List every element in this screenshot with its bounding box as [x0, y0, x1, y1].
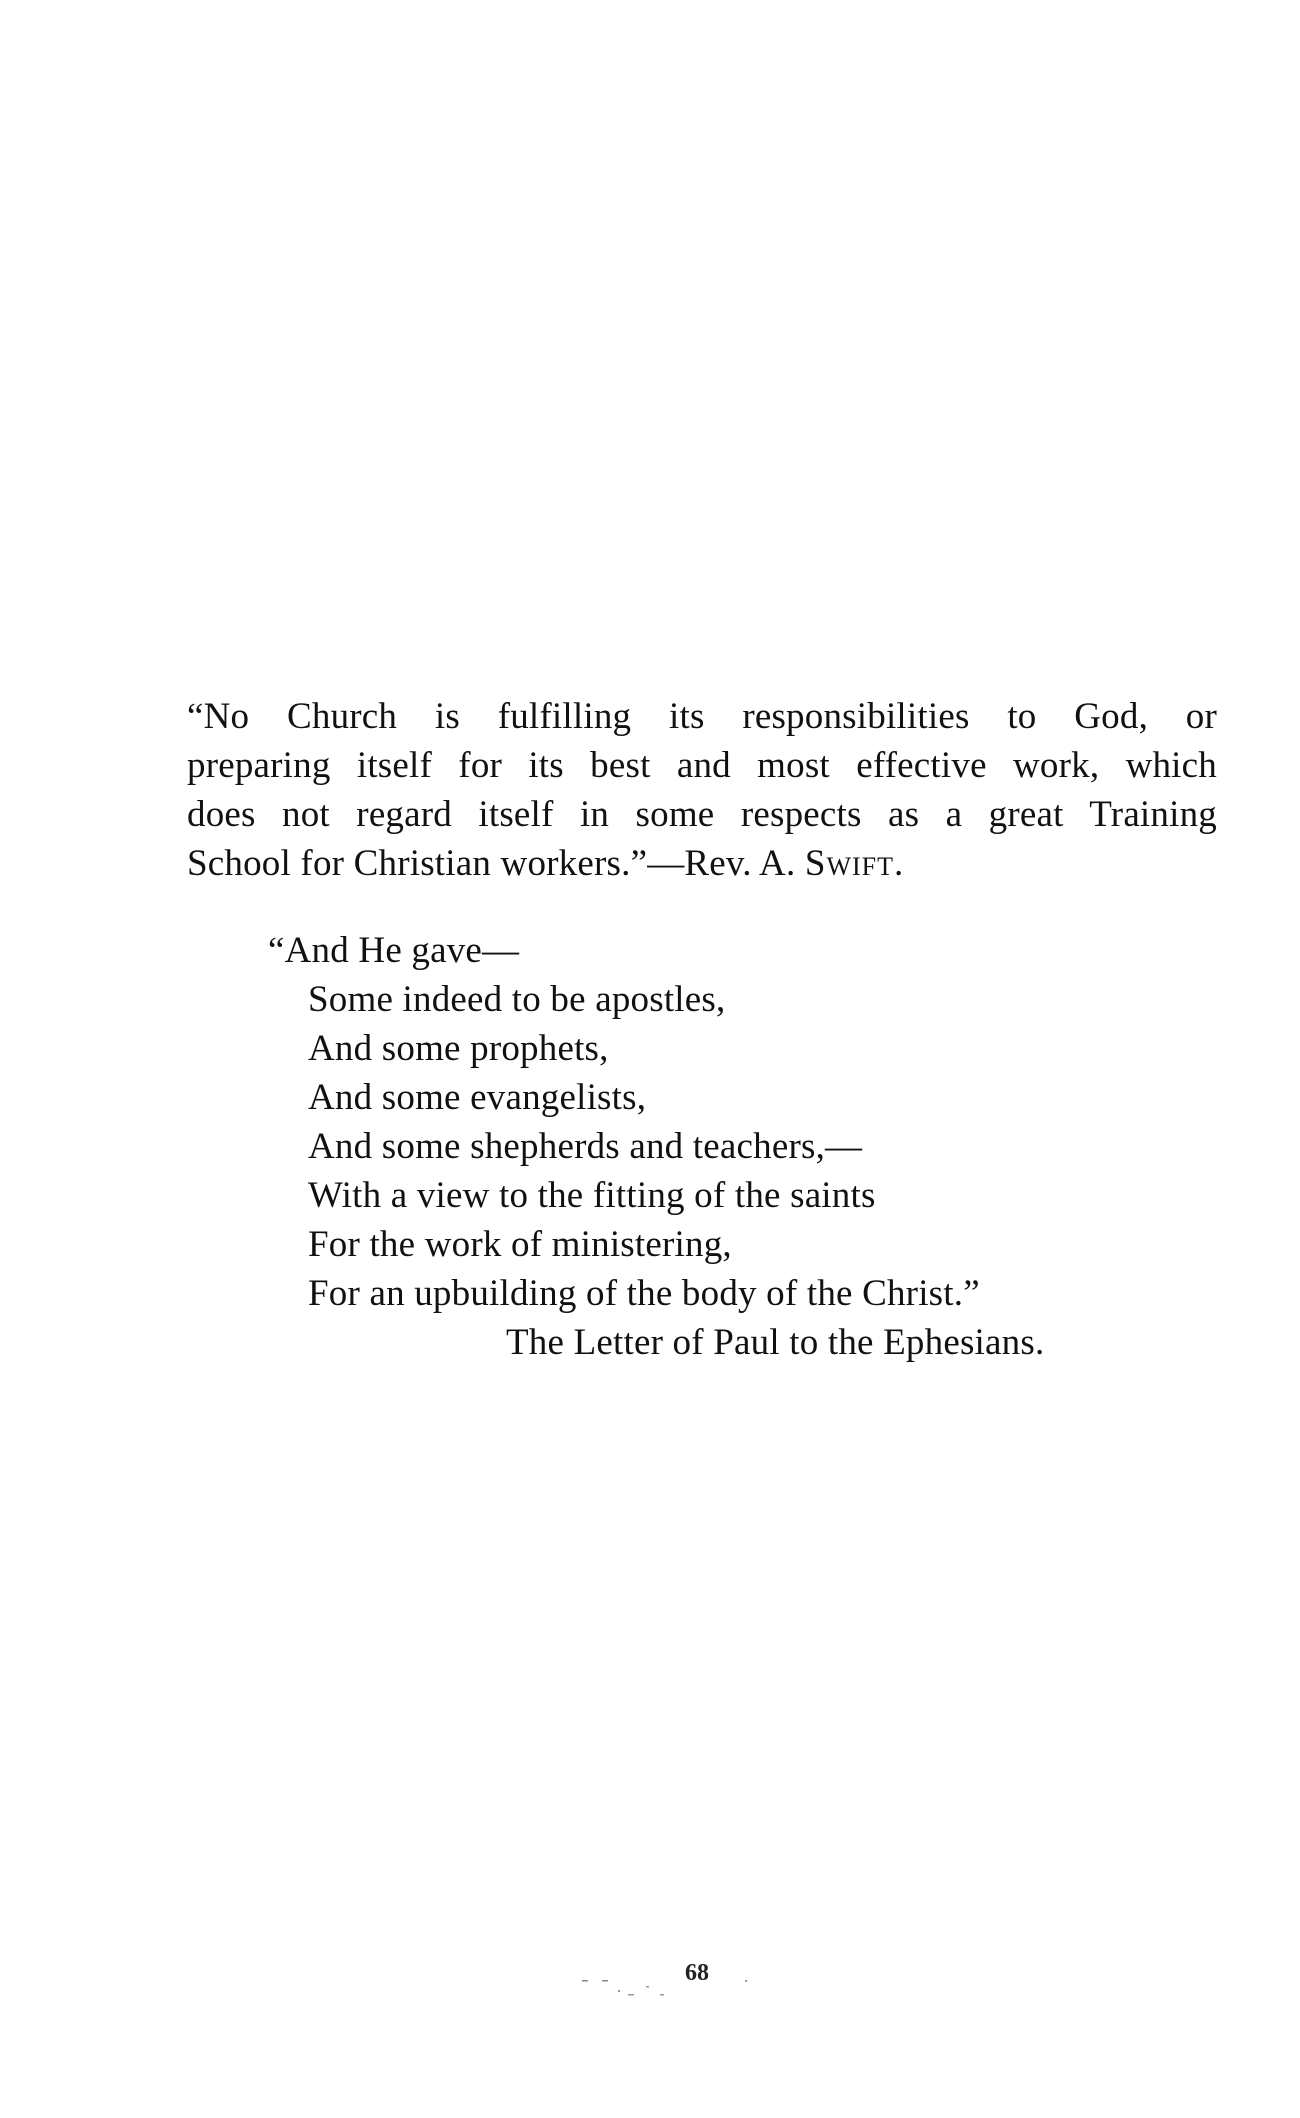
swift-quote — [187, 692, 1217, 888]
ephesians-verse — [268, 926, 1188, 1367]
quote-author: Swift. — [804, 843, 905, 884]
quote-line: preparing itself for its best and most effective work, which — [187, 745, 1217, 786]
quote-line-final — [187, 839, 1217, 888]
verse-line: For the work of ministering, — [308, 1224, 732, 1265]
verse-attribution: The Letter of Paul to the Ephesians. — [506, 1322, 1045, 1363]
page-number: 68 — [685, 1960, 709, 1986]
quote-line: “No Church is fulfilling its responsibilities to God, or — [187, 696, 1217, 737]
quote-line-text: School for Christian workers.”—Rev. A. — [187, 843, 805, 884]
verse-line: And some prophets, — [308, 1028, 609, 1069]
scan-specks — [580, 1970, 750, 2000]
verse-line: And some shepherds and teachers,— — [308, 1126, 863, 1167]
verse-line: For an upbuilding of the body of the Christ.” — [308, 1273, 980, 1314]
verse-line: With a view to the fitting of the saints — [308, 1175, 876, 1216]
verse-line: And some evangelists, — [308, 1077, 647, 1118]
quote-line: does not regard itself in some respects as a great Training — [187, 794, 1217, 835]
verse-line: Some indeed to be apostles, — [308, 979, 726, 1020]
verse-opening: “And He gave— — [268, 930, 520, 971]
